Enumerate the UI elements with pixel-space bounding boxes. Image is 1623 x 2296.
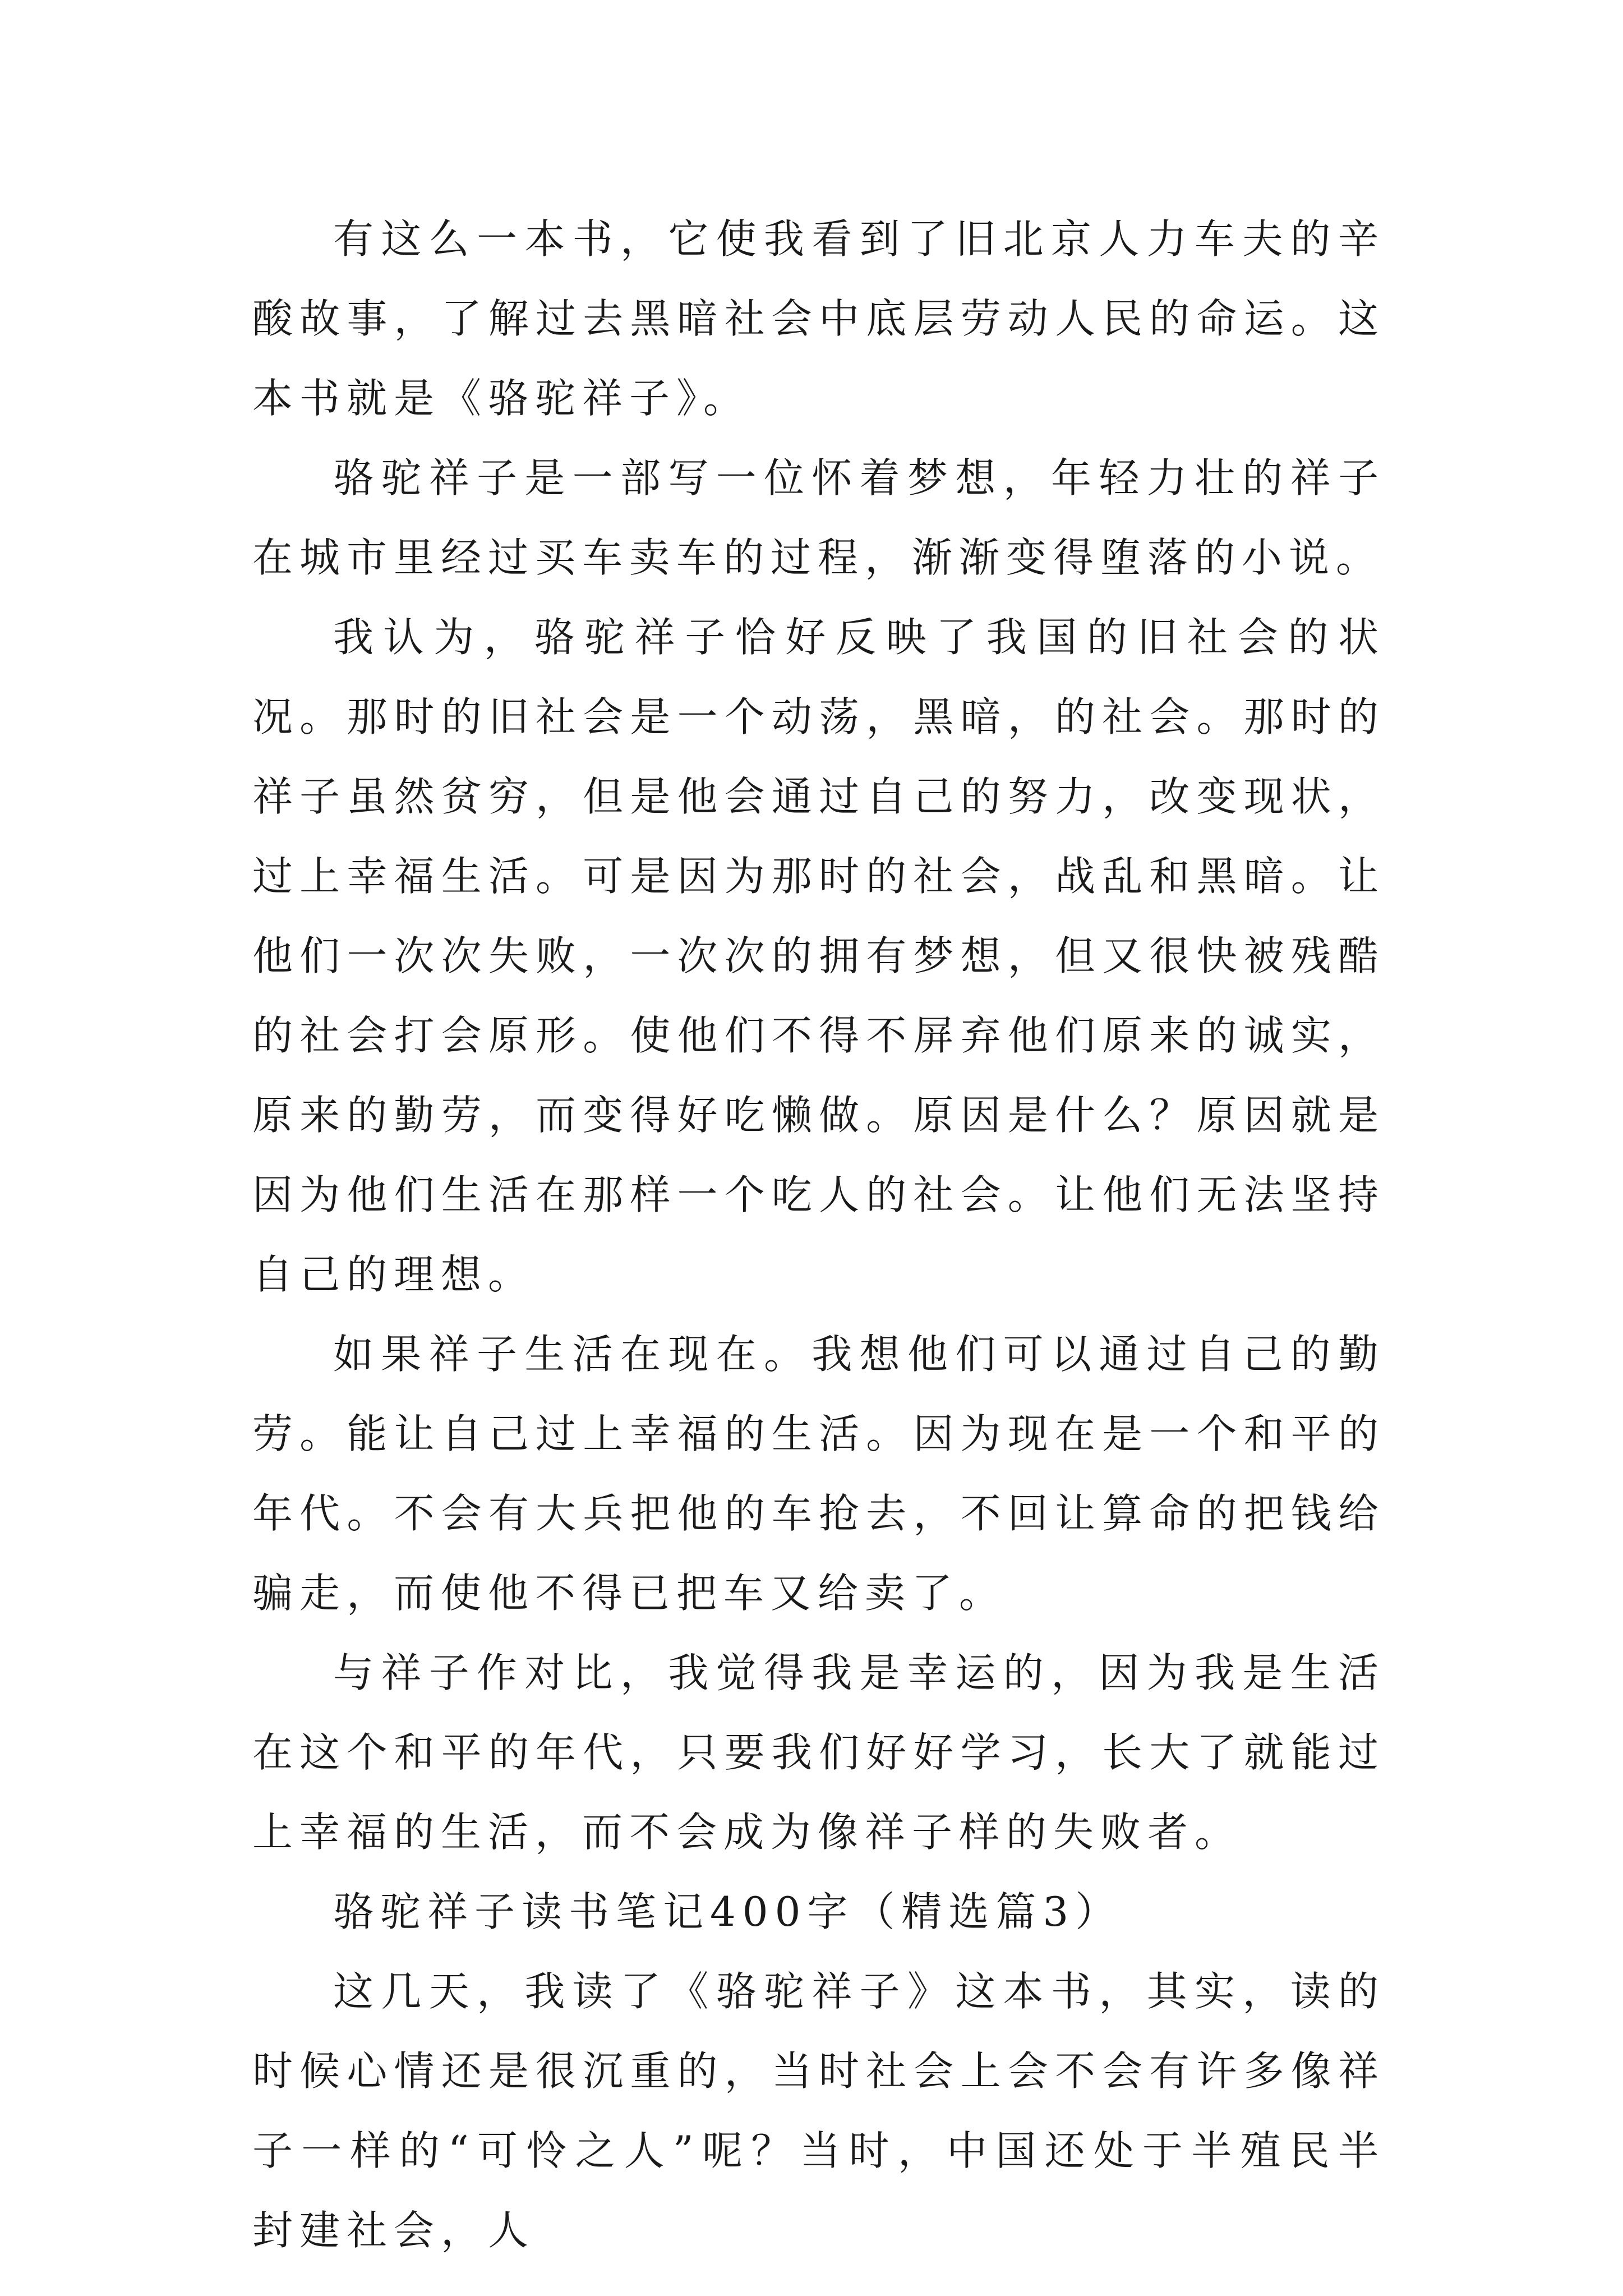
paragraph: 骆驼祥子是一部写一位怀着梦想，年轻力壮的祥子在城市里经过买车卖车的过程，渐渐变得堕落的小说。 (252, 454, 1385, 581)
paragraph: 我认为，骆驼祥子恰好反映了我国的旧社会的状况。那时的旧社会是一个动荡，黑暗，的社会。那时的祥子虽然贫穷，但是他会通过自己的努力，改变现状，过上幸福生活。可是因为那时的社会，战乱和黑暗。让他们一次次失败，一次次的拥有梦想，但又很快被残酷的社会打会原形。使他们不得不屏弃他们原来的诚实，原来的勤劳，而变得好吃懒做。原因是什么？原因就是因为他们生活在那样一个吃人的社会。让他们无法坚持自己的理想。 (252, 614, 1385, 1298)
document-body (252, 199, 1385, 2270)
paragraph: 与祥子作对比，我觉得我是幸运的，因为我是生活在这个和平的年代，只要我们好好学习，长大了就能过上幸福的生活，而不会成为像祥子样的失败者。 (252, 1649, 1385, 1856)
paragraph: 如果祥子生活在现在。我想他们可以通过自己的勤劳。能让自己过上幸福的生活。因为现在是一个和平的年代。不会有大兵把他的车抢去，不回让算命的把钱给骗走，而使他不得已把车又给卖了。 (252, 1331, 1385, 1617)
paragraph: 有这么一本书，它使我看到了旧北京人力车夫的辛酸故事，了解过去黑暗社会中底层劳动人民的命运。这本书就是《骆驼祥子》。 (252, 215, 1385, 422)
paragraph: 这几天，我读了《骆驼祥子》这本书，其实，读的时候心情还是很沉重的，当时社会上会不会有许多像祥子一样的“可怜之人”呢？当时，中国还处于半殖民半封建社会，人 (252, 1968, 1385, 2254)
section-heading: 骆驼祥子读书笔记400字（精选篇3） (333, 1888, 1123, 1935)
